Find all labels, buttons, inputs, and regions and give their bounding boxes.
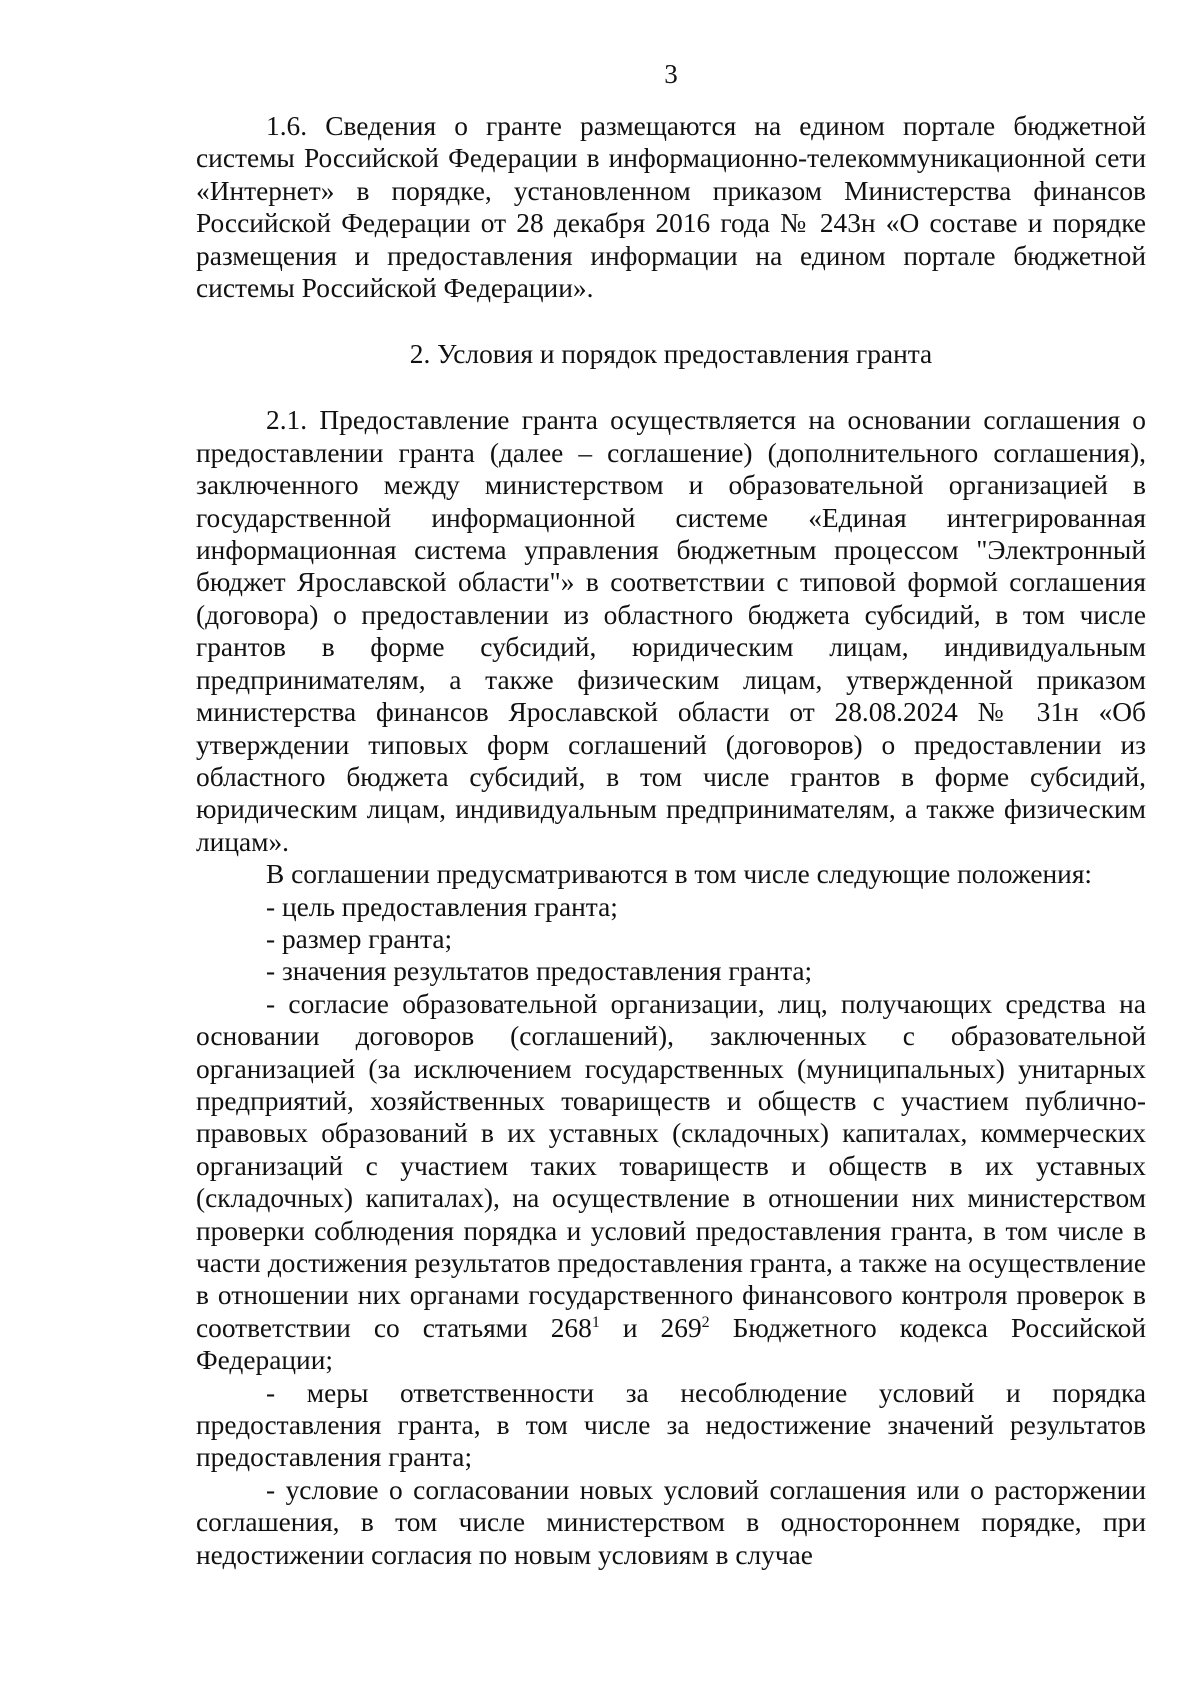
consent-text-main: - согласие образовательной организации, лиц, получающих средства на основании договоров (соглашений), заключенных с образовательной организацией (за исключением государственных (муниципальных) унитарных предприятий, хозяйственных товариществ и обществ с участием публично-правовых образований в их уставных (складочных) капиталах, коммерческих организаций с участием таких товариществ и обществ в их уставных (складочных) капиталах), на осуществление в отношении них министерством проверки соблюдения порядка и условий предоставления гранта, в том числе в части достижения результатов предоставления гранта, а также на осуществление в отношении них органами государственного финансового контроля проверок в соответствии со статьями 268 — [196, 988, 1146, 1343]
list-item-liability-measures: - меры ответственности за несоблюдение условий и порядка предоставления гранта, в том числе за недостижение значений результатов предоставления гранта; — [196, 1377, 1146, 1473]
consent-text-tail: Бюджетного кодекса Российской Федерации; — [196, 1312, 1146, 1376]
list-item-new-terms-condition: - условие о согласовании новых условий соглашения или о расторжении соглашения, в том числе министерством в одностороннем порядке, при недостижении согласия по новым условиям в случае — [196, 1474, 1146, 1570]
footnote-marker-2: 2 — [701, 1313, 710, 1331]
paragraph-2-1: 2.1. Предоставление гранта осуществляется на основании соглашения о предоставлении гранта (далее – соглашение) (дополнительного соглашения), заключенного между министерством и образовательной организацией в государственной информационной системе «Единая интегрированная информационная система управления бюджетным процессом "Электронный бюджет Ярославской области"» в соответствии с типовой формой соглашения (договора) о предоставлении из областного бюджета субсидий, в том числе грантов в форме субсидий, юридическим лицам, индивидуальным предпринимателям, а также физическим лицам, утвержденной приказом министерства финансов Ярославской области от 28.08.2024 № 31н «Об утверждении типовых форм соглашений (договоров) о предоставлении из областного бюджета субсидий, в том числе грантов в форме субсидий, юридическим лицам, индивидуальным предпринимателям, а также физическим лицам». — [196, 405, 1146, 857]
section-2-heading: 2. Условия и порядок предоставления гранта — [409, 339, 933, 370]
list-item-grant-results: - значения результатов предоставления гранта; — [266, 956, 813, 987]
consent-text-and: и 269 — [599, 1312, 702, 1343]
page-number: 3 — [664, 59, 678, 89]
footnote-marker-1: 1 — [591, 1313, 600, 1331]
document-page — [196, 58, 1146, 1571]
agreement-provisions-intro: В соглашении предусматриваются в том числе следующие положения: — [266, 859, 1093, 890]
list-item-grant-size: - размер гранта; — [266, 923, 453, 954]
list-item-inspection-consent — [196, 988, 1146, 1377]
list-item-grant-goal: - цель предоставления гранта; — [266, 891, 618, 922]
paragraph-1-6: 1.6. Сведения о гранте размещаются на едином портале бюджетной системы Российской Федерации в информационно-телекоммуникационной сети «Интернет» в порядке, установленном приказом Министерства финансов Российской Федерации от 28 декабря 2016 года № 243н «О составе и порядке размещения и предоставления информации на едином портале бюджетной системы Российской Федерации». — [196, 111, 1146, 304]
